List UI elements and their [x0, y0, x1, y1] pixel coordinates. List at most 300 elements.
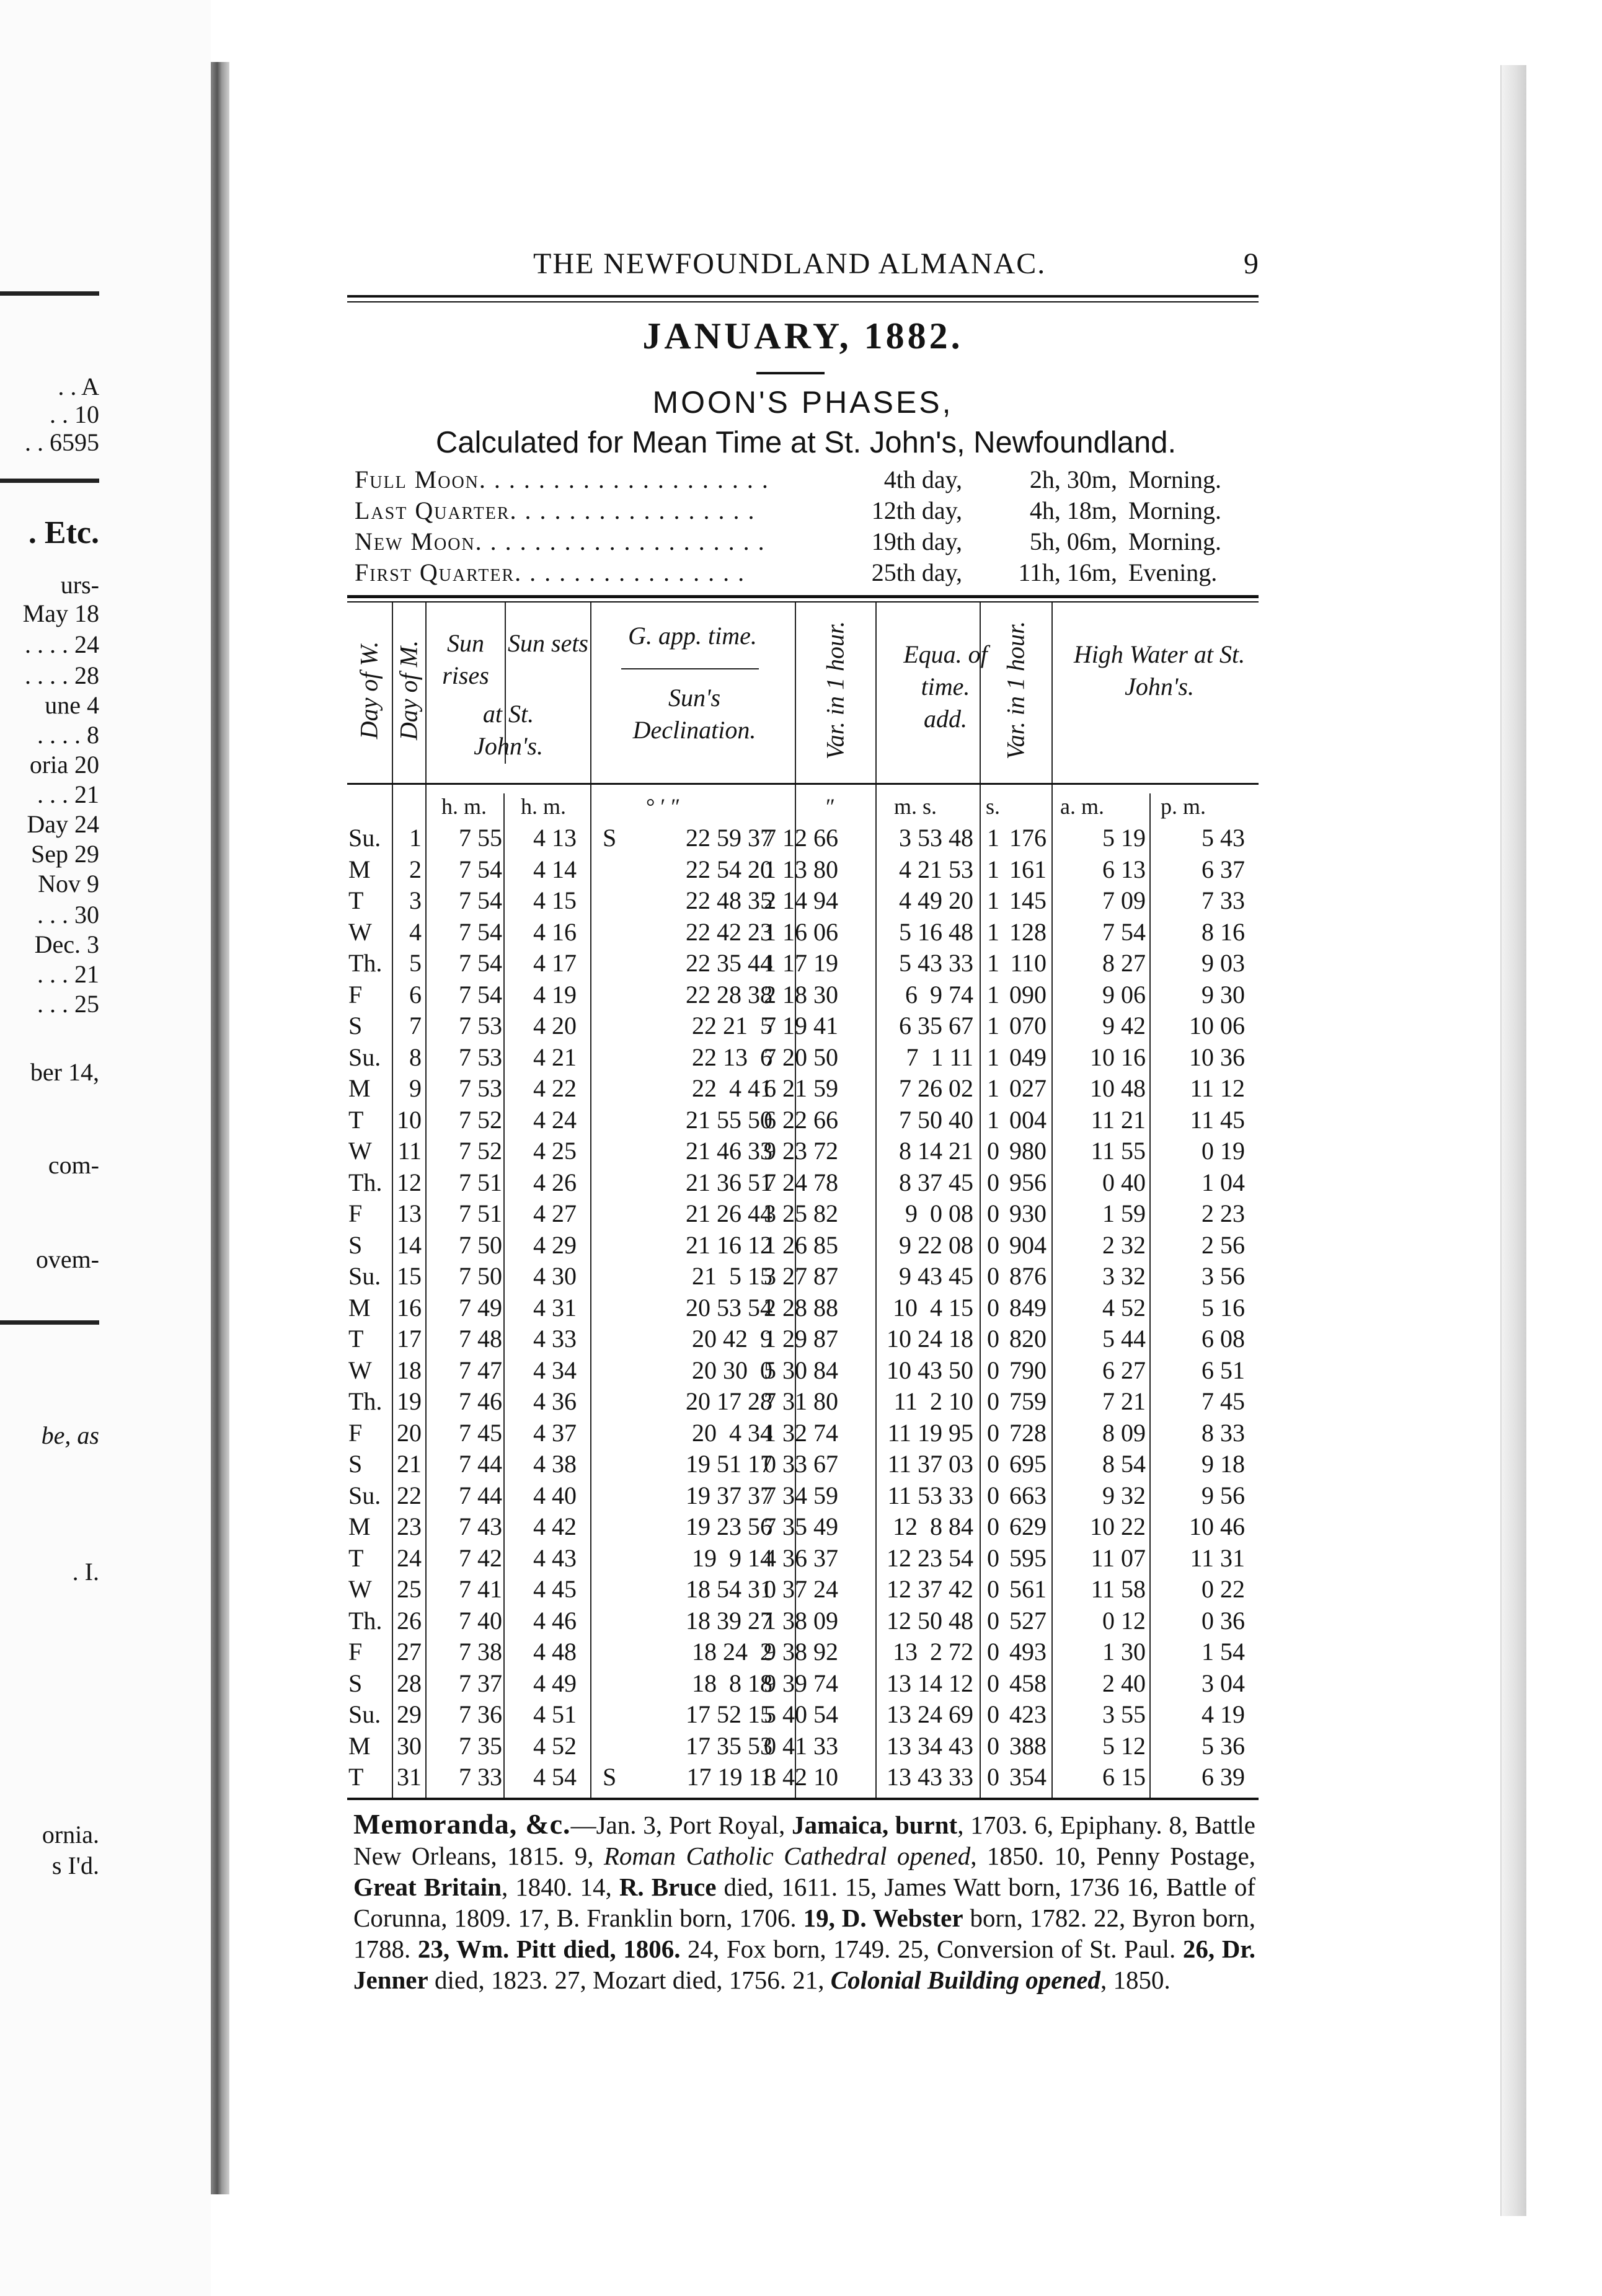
table-row [347, 980, 1259, 1012]
sunset-cell: 4 31 [533, 1293, 577, 1322]
table-row [347, 1261, 1259, 1294]
sunrise-cell: 7 48 [459, 1325, 502, 1353]
sunset-cell: 4 14 [533, 855, 577, 883]
day-of-month-cell: 19 [397, 1387, 422, 1415]
equation-var-sign-cell: 1 [987, 855, 999, 883]
high-water-pm-cell: 10 36 [1189, 1043, 1245, 1071]
sunrise-cell: 7 47 [459, 1356, 502, 1384]
equation-of-time-cell: 4 49 20 [899, 886, 973, 914]
high-water-am-cell: 6 15 [1102, 1763, 1146, 1791]
high-water-am-cell: 6 27 [1102, 1356, 1146, 1384]
header-var-in-1-hour-2: Var. in 1 hour. [1001, 620, 1030, 760]
declination-var-cell: 4 36 37 [764, 1543, 838, 1572]
sunset-cell: 4 33 [533, 1325, 577, 1353]
header-sun-sets: Sun sets [508, 629, 588, 657]
equation-of-time-cell: 11 37 03 [887, 1450, 973, 1478]
left-page-line: . . . . 24 [25, 630, 99, 658]
sunrise-cell: 7 54 [459, 917, 502, 946]
memoranda-bold: 23, Wm. Pitt died, 1806. [417, 1935, 681, 1963]
table-top-rule [347, 601, 1259, 603]
table-row [347, 1606, 1259, 1638]
table-row [347, 1324, 1259, 1356]
day-of-week-cell: W [348, 1137, 372, 1165]
left-page-line: ornia. [42, 1821, 99, 1848]
equation-var-sign-cell: 0 [987, 1325, 999, 1353]
memoranda-text: —Jan. 3, Port Royal, [570, 1811, 792, 1839]
declination-cell: 20 30 0 [692, 1356, 772, 1384]
day-of-week-cell: T [348, 1543, 364, 1572]
equation-var-sign-cell: 0 [987, 1700, 999, 1728]
equation-var-cell: 004 [1009, 1105, 1047, 1134]
equation-var-cell: 595 [1009, 1543, 1047, 1572]
left-page-line: . . 6595 [25, 428, 99, 456]
declination-cell: 19 37 37 [686, 1481, 772, 1509]
table-row [347, 1449, 1259, 1481]
sunrise-cell: 7 55 [459, 824, 502, 852]
high-water-pm-cell: 2 56 [1202, 1230, 1245, 1259]
table-row [347, 1418, 1259, 1450]
high-water-am-cell: 1 59 [1102, 1199, 1146, 1227]
table-row [347, 1043, 1259, 1075]
day-of-week-cell: M [348, 1512, 371, 1540]
declination-sign-cell: S [603, 1763, 617, 1791]
phase-period: Morning. [1128, 497, 1221, 524]
equation-of-time-cell: 7 26 02 [899, 1074, 973, 1102]
high-water-am-cell: 2 32 [1102, 1230, 1146, 1259]
equation-var-sign-cell: 1 [987, 917, 999, 946]
declination-var-cell: 1 13 80 [764, 855, 838, 883]
memoranda-text: 24, Fox born, 1749. 25, Conversion of St. Paul. [680, 1935, 1183, 1963]
equation-var-cell: 090 [1009, 980, 1047, 1009]
phase-name: First Quarter. . . . . . . . . . . . . . . . [355, 559, 746, 586]
equation-var-cell: 176 [1009, 824, 1047, 852]
memoranda [353, 1809, 1255, 1995]
running-title: THE NEWFOUNDLAND ALMANAC. [533, 247, 1047, 280]
day-of-week-cell: T [348, 886, 364, 914]
day-of-month-cell: 31 [397, 1763, 422, 1791]
equation-of-time-cell: 11 53 33 [887, 1481, 973, 1509]
equation-var-sign-cell: 1 [987, 1105, 999, 1134]
sunrise-cell: 7 41 [459, 1575, 502, 1603]
declination-var-cell: 1 26 85 [764, 1230, 838, 1259]
day-of-week-cell: Su. [348, 1262, 381, 1290]
left-page-rule [0, 1320, 99, 1325]
equation-var-sign-cell: 0 [987, 1606, 999, 1635]
high-water-am-cell: 3 55 [1102, 1700, 1146, 1728]
declination-var-cell: 6 22 66 [764, 1105, 838, 1134]
sunrise-cell: 7 45 [459, 1418, 502, 1447]
equation-var-sign-cell: 0 [987, 1669, 999, 1697]
high-water-pm-cell: 4 19 [1202, 1700, 1245, 1728]
phase-day: 25th day, [871, 559, 962, 586]
day-of-month-cell: 8 [409, 1043, 422, 1071]
phase-period: Morning. [1128, 528, 1221, 555]
day-of-month-cell: 9 [409, 1074, 422, 1102]
high-water-pm-cell: 6 37 [1202, 855, 1245, 883]
sunrise-cell: 7 52 [459, 1137, 502, 1165]
day-of-week-cell: T [348, 1105, 364, 1134]
equation-var-sign-cell: 0 [987, 1262, 999, 1290]
month-title: JANUARY, 1882. [642, 316, 963, 356]
declination-var-cell: 2 28 88 [764, 1293, 838, 1322]
high-water-pm-cell: 6 51 [1202, 1356, 1245, 1384]
equation-var-cell: 876 [1009, 1262, 1047, 1290]
left-page-line: Day 24 [27, 810, 99, 838]
sunset-cell: 4 36 [533, 1387, 577, 1415]
memoranda-text: born, 1782. 22, Byron born, 1788. [353, 1904, 1255, 1963]
equation-var-sign-cell: 1 [987, 1012, 999, 1040]
equation-var-cell: 070 [1009, 1012, 1047, 1040]
table-row [347, 1199, 1259, 1231]
memoranda-italic: Roman Catholic Cathedral opened [603, 1842, 971, 1870]
left-page-line: com- [48, 1151, 99, 1179]
equation-of-time-cell: 5 16 48 [899, 917, 973, 946]
day-of-month-cell: 1 [409, 824, 422, 852]
declination-cell: 22 35 44 [686, 949, 772, 977]
equation-var-cell: 956 [1009, 1168, 1047, 1196]
phase-day: 12th day, [871, 497, 962, 524]
declination-cell: 22 4 41 [692, 1074, 772, 1102]
declination-var-cell: 5 40 54 [764, 1700, 838, 1728]
memoranda-text: died, 1611. 15, James Watt born, 1736 16, Battle of Corunna, 1809. 17, B. Franklin born, 1706. [353, 1873, 1255, 1932]
moon-phases-subheading: Calculated for Mean Time at St. John's, Newfoundland. [435, 426, 1177, 459]
table-row [347, 1136, 1259, 1168]
phase-time: 5h, 06m, [1029, 528, 1117, 555]
memoranda-heading: Memoranda, &c. [353, 1808, 571, 1840]
sunrise-cell: 7 50 [459, 1230, 502, 1259]
declination-var-cell: 3 27 87 [764, 1262, 838, 1290]
declination-var-cell: 5 30 84 [764, 1356, 838, 1384]
equation-of-time-cell: 10 24 18 [887, 1325, 973, 1353]
equation-var-sign-cell: 0 [987, 1731, 999, 1760]
day-of-month-cell: 3 [409, 886, 422, 914]
header-bottom-rule [347, 783, 1259, 785]
day-of-week-cell: S [348, 1450, 363, 1478]
declination-var-cell: 0 37 24 [764, 1575, 838, 1603]
declination-cell: 19 51 17 [686, 1450, 772, 1478]
equation-var-cell: 110 [1010, 949, 1047, 977]
memoranda-text: , 1703. 6, Epiphany. 8, Battle New Orleans, 1815. 9, [353, 1811, 1255, 1870]
sunrise-cell: 7 54 [459, 949, 502, 977]
day-of-month-cell: 25 [397, 1575, 422, 1603]
day-of-month-cell: 16 [397, 1293, 422, 1322]
phase-time: 2h, 30m, [1029, 466, 1117, 493]
day-of-month-cell: 24 [397, 1543, 422, 1572]
unit-set: h. m. [521, 794, 567, 819]
sunrise-cell: 7 33 [459, 1763, 502, 1791]
left-page-line: s I'd. [51, 1852, 99, 1879]
table-row [347, 1168, 1259, 1200]
equation-var-sign-cell: 0 [987, 1418, 999, 1447]
declination-cell: 19 23 56 [686, 1512, 772, 1540]
sunrise-cell: 7 43 [459, 1512, 502, 1540]
equation-var-sign-cell: 0 [987, 1230, 999, 1259]
equation-var-sign-cell: 1 [987, 824, 999, 852]
equation-var-cell: 049 [1009, 1043, 1047, 1071]
high-water-pm-cell: 5 43 [1202, 824, 1245, 852]
equation-of-time-cell: 7 50 40 [899, 1105, 973, 1134]
equation-of-time-cell: 10 43 50 [887, 1356, 973, 1384]
high-water-pm-cell: 0 36 [1202, 1606, 1245, 1635]
equation-of-time-cell: 6 9 74 [905, 980, 973, 1009]
sunset-cell: 4 25 [533, 1137, 577, 1165]
declination-cell: 22 48 35 [686, 886, 772, 914]
high-water-am-cell: 8 09 [1102, 1418, 1146, 1447]
day-of-week-cell: S [348, 1230, 363, 1259]
sunrise-cell: 7 49 [459, 1293, 502, 1322]
high-water-am-cell: 11 58 [1091, 1575, 1146, 1603]
equation-var-cell: 161 [1009, 855, 1047, 883]
header-day-of-month: Day of M. [394, 640, 423, 741]
declination-cell: 20 42 9 [692, 1325, 772, 1353]
equation-of-time-cell: 11 19 95 [887, 1418, 973, 1447]
declination-cell: 21 46 33 [686, 1137, 772, 1165]
sunrise-cell: 7 53 [459, 1074, 502, 1102]
unit-var-2: s. [986, 794, 1001, 819]
high-water-pm-cell: 5 36 [1202, 1731, 1245, 1760]
left-page-rule [0, 479, 99, 483]
equation-of-time-cell: 9 22 08 [899, 1230, 973, 1259]
day-of-week-cell: F [348, 1199, 363, 1227]
equation-of-time-cell: 12 8 84 [893, 1512, 973, 1540]
high-water-pm-cell: 3 04 [1202, 1669, 1245, 1697]
header-equation-of-time: Equa. of time. add. [903, 640, 988, 733]
declination-cell: 21 5 15 [692, 1262, 772, 1290]
declination-cell: 17 19 11 [686, 1763, 772, 1791]
declination-cell: 21 36 51 [686, 1168, 772, 1196]
left-page-heading: . Etc. [28, 515, 99, 550]
moon-phase-row [355, 465, 1257, 496]
high-water-am-cell: 9 32 [1102, 1481, 1146, 1509]
sunset-cell: 4 26 [533, 1168, 577, 1196]
memoranda-bold: 26, Dr. Jenner [353, 1935, 1255, 1994]
declination-cell: 19 9 14 [692, 1543, 772, 1572]
equation-var-cell: 128 [1009, 917, 1047, 946]
high-water-am-cell: 9 06 [1102, 980, 1146, 1009]
equation-var-cell: 790 [1009, 1356, 1047, 1384]
sunset-cell: 4 20 [533, 1012, 577, 1040]
phase-time: 4h, 18m, [1029, 497, 1117, 524]
equation-of-time-cell: 13 34 43 [887, 1731, 973, 1760]
unit-am: a. m. [1060, 794, 1104, 819]
high-water-am-cell: 10 22 [1090, 1512, 1146, 1540]
high-water-pm-cell: 6 39 [1202, 1763, 1245, 1791]
equation-var-cell: 759 [1009, 1387, 1047, 1415]
high-water-am-cell: 11 55 [1091, 1137, 1146, 1165]
memoranda-text: died, 1823. 27, Mozart died, 1756. 21, [428, 1966, 831, 1994]
declination-cell: 18 39 27 [686, 1606, 772, 1635]
equation-of-time-cell: 3 53 48 [899, 824, 973, 852]
declination-cell: 22 42 23 [686, 917, 772, 946]
sunrise-cell: 7 40 [459, 1606, 502, 1635]
day-of-week-cell: F [348, 980, 363, 1009]
equation-of-time-cell: 12 23 54 [887, 1543, 973, 1572]
left-page-line: . . . 21 [37, 780, 99, 808]
high-water-pm-cell: 11 45 [1190, 1105, 1245, 1134]
day-of-month-cell: 21 [397, 1450, 422, 1478]
sunrise-cell: 7 52 [459, 1105, 502, 1134]
table-row [347, 1574, 1259, 1607]
sunrise-cell: 7 37 [459, 1669, 502, 1697]
unit-var-1: ″ [826, 794, 835, 819]
declination-cell: 18 54 31 [686, 1575, 772, 1603]
day-of-month-cell: 30 [397, 1731, 422, 1760]
equation-var-sign-cell: 0 [987, 1481, 999, 1509]
day-of-week-cell: W [348, 1356, 372, 1384]
sunset-cell: 4 24 [533, 1105, 577, 1134]
page-number: 9 [1244, 247, 1259, 280]
book-gutter [211, 62, 229, 2194]
declination-var-cell: 7 31 80 [764, 1387, 838, 1415]
declination-var-cell: 1 16 06 [764, 917, 838, 946]
sunset-cell: 4 45 [533, 1575, 577, 1603]
day-of-month-cell: 27 [397, 1638, 422, 1666]
equation-var-cell: 493 [1009, 1638, 1047, 1666]
table-row [347, 1637, 1259, 1669]
header-high-water: High Water at St. John's. [1073, 640, 1246, 700]
equation-var-sign-cell: 1 [987, 1074, 999, 1102]
declination-var-cell: 1 38 09 [764, 1606, 838, 1635]
day-of-month-cell: 28 [397, 1669, 422, 1697]
equation-var-cell: 930 [1009, 1199, 1047, 1227]
memoranda-bold: 19, D. Webster [803, 1904, 963, 1932]
table-row [347, 1011, 1259, 1043]
unit-declination: ° ′ ″ [646, 794, 681, 819]
day-of-month-cell: 18 [397, 1356, 422, 1384]
phase-day: 4th day, [883, 466, 962, 493]
header-subrule [621, 668, 759, 669]
day-of-month-cell: 22 [397, 1481, 422, 1509]
declination-var-cell: 0 41 33 [764, 1731, 838, 1760]
sunset-cell: 4 16 [533, 917, 577, 946]
declination-var-cell: 7 20 50 [764, 1043, 838, 1071]
high-water-pm-cell: 8 33 [1202, 1418, 1245, 1447]
sunset-cell: 4 17 [533, 949, 577, 977]
equation-var-cell: 027 [1009, 1074, 1047, 1102]
moon-phases-heading: MOON'S PHASES, [652, 385, 954, 420]
sunset-cell: 4 30 [533, 1262, 577, 1290]
declination-var-cell: 7 34 59 [764, 1481, 838, 1509]
equation-var-sign-cell: 0 [987, 1638, 999, 1666]
equation-var-cell: 820 [1009, 1325, 1047, 1353]
declination-var-cell: 7 35 49 [764, 1512, 838, 1540]
declination-var-cell: 7 12 66 [764, 824, 838, 852]
day-of-month-cell: 11 [397, 1137, 422, 1165]
day-of-month-cell: 13 [397, 1199, 422, 1227]
high-water-am-cell: 0 40 [1102, 1168, 1146, 1196]
equation-var-sign-cell: 0 [987, 1512, 999, 1540]
high-water-pm-cell: 9 03 [1202, 949, 1245, 977]
sunset-cell: 4 42 [533, 1512, 577, 1540]
equation-var-cell: 980 [1009, 1137, 1047, 1165]
declination-cell: 22 21 5 [692, 1012, 772, 1040]
sunrise-cell: 7 44 [459, 1450, 502, 1478]
high-water-pm-cell: 9 18 [1202, 1450, 1245, 1478]
sunset-cell: 4 34 [533, 1356, 577, 1384]
equation-var-cell: 695 [1009, 1450, 1047, 1478]
high-water-am-cell: 11 21 [1091, 1105, 1146, 1134]
table-row [347, 1731, 1259, 1764]
equation-var-sign-cell: 0 [987, 1763, 999, 1791]
equation-var-sign-cell: 0 [987, 1168, 999, 1196]
declination-var-cell: 2 18 30 [764, 980, 838, 1009]
memoranda-bold: Jamaica, burnt [792, 1811, 958, 1839]
day-of-month-cell: 14 [397, 1230, 422, 1259]
day-of-week-cell: T [348, 1763, 364, 1791]
equation-of-time-cell: 13 43 33 [887, 1763, 973, 1791]
high-water-pm-cell: 10 46 [1189, 1512, 1245, 1540]
left-page-line: Nov 9 [38, 870, 99, 898]
sunset-cell: 4 40 [533, 1481, 577, 1509]
header-at-st-johns: at St. John's. [474, 700, 543, 760]
declination-var-cell: 9 23 72 [764, 1137, 838, 1165]
header-suns-declination: Sun's Declination. [632, 684, 756, 744]
table-row [347, 1293, 1259, 1325]
left-page-line: Dec. 3 [34, 930, 99, 958]
left-page-line: . . . . 28 [25, 661, 99, 689]
table-row [347, 1762, 1259, 1795]
equation-of-time-cell: 13 2 72 [893, 1638, 973, 1666]
declination-var-cell: 9 39 74 [764, 1669, 838, 1697]
equation-var-sign-cell: 0 [987, 1450, 999, 1478]
high-water-pm-cell: 3 56 [1202, 1262, 1245, 1290]
high-water-pm-cell: 9 30 [1202, 980, 1245, 1009]
sunrise-cell: 7 54 [459, 886, 502, 914]
unit-pm: p. m. [1161, 794, 1206, 819]
equation-var-sign-cell: 1 [987, 1043, 999, 1071]
sunrise-cell: 7 36 [459, 1700, 502, 1728]
declination-cell: 22 54 20 [686, 855, 772, 883]
day-of-month-cell: 29 [397, 1700, 422, 1728]
equation-var-cell: 388 [1009, 1731, 1047, 1760]
table-row [347, 855, 1259, 887]
equation-var-sign-cell: 0 [987, 1387, 999, 1415]
sunrise-cell: 7 42 [459, 1543, 502, 1572]
equation-var-sign-cell: 0 [987, 1356, 999, 1384]
equation-of-time-cell: 13 14 12 [887, 1669, 973, 1697]
high-water-am-cell: 2 40 [1102, 1669, 1146, 1697]
day-of-month-cell: 5 [409, 949, 422, 977]
table-row [347, 823, 1259, 855]
phase-period: Morning. [1128, 466, 1221, 493]
declination-cell: 21 16 12 [686, 1230, 772, 1259]
day-of-month-cell: 23 [397, 1512, 422, 1540]
declination-cell: 18 8 18 [692, 1669, 772, 1697]
sunrise-cell: 7 50 [459, 1262, 502, 1290]
high-water-am-cell: 8 27 [1102, 949, 1146, 977]
table-bottom-rule [347, 1798, 1259, 1800]
left-page-line: urs- [60, 571, 99, 599]
equation-var-cell: 663 [1009, 1481, 1047, 1509]
high-water-am-cell: 3 32 [1102, 1262, 1146, 1290]
declination-var-cell: 2 14 94 [764, 886, 838, 914]
sunset-cell: 4 52 [533, 1731, 577, 1760]
day-of-week-cell: T [348, 1325, 364, 1353]
title-dash [756, 372, 825, 374]
declination-cell: 20 53 54 [686, 1293, 772, 1322]
header-g-app-time: G. app. time. [628, 622, 757, 650]
high-water-am-cell: 10 48 [1090, 1074, 1146, 1102]
moon-phase-row [355, 527, 1257, 558]
left-page-fragment [0, 0, 211, 2296]
high-water-pm-cell: 9 56 [1202, 1481, 1245, 1509]
equation-var-sign-cell: 0 [987, 1293, 999, 1322]
equation-var-cell: 354 [1009, 1763, 1047, 1791]
day-of-week-cell: M [348, 1731, 371, 1760]
sunset-cell: 4 15 [533, 886, 577, 914]
left-page-line: be, as [41, 1421, 99, 1449]
memoranda-bold: R. Bruce [619, 1873, 717, 1901]
